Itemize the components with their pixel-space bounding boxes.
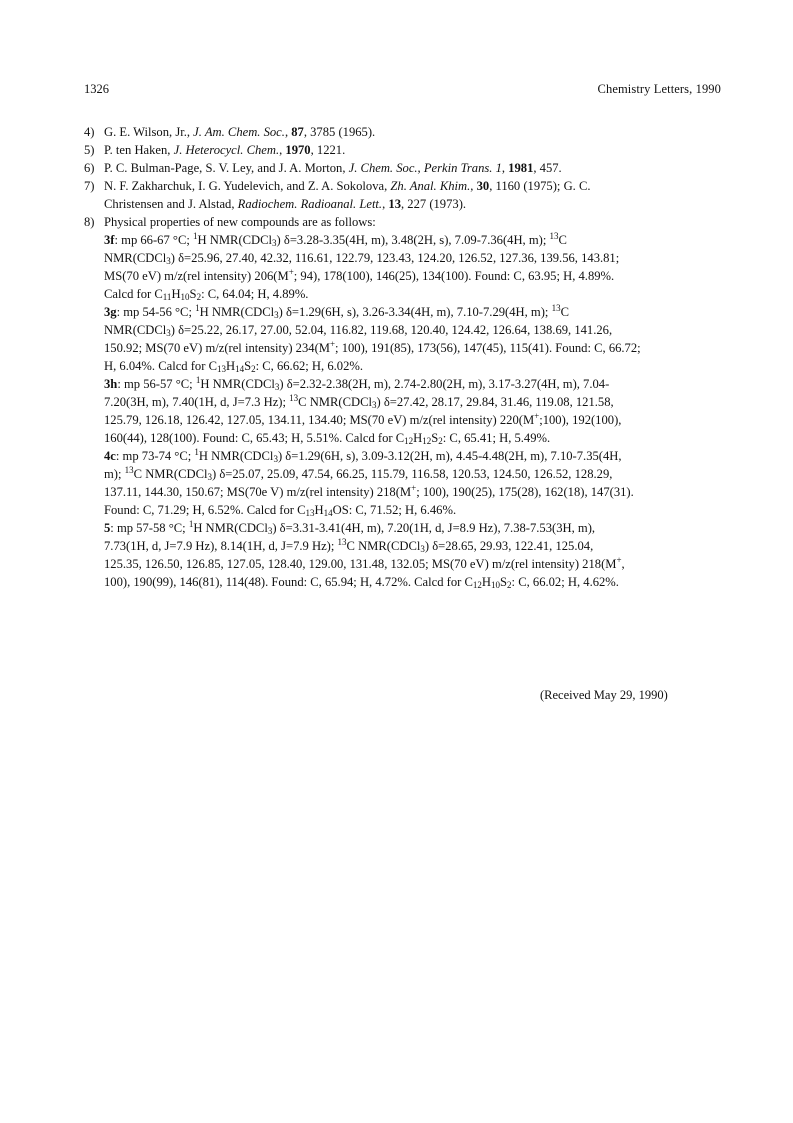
reference-line: 3g: mp 54-56 °C; $^1$H NMR(CDCl$_3$) δ=1.29(6H, s), 3.26-3.34(4H, m), 7.10-7.29(4H, m); $^{13}$C <box>104 303 569 320</box>
reference-line: MS(70 eV) m/z(rel intensity) 206(M+; 94), 178(100), 146(25), 134(100). Found: C, 63.95; H, 4.89%. <box>104 267 615 283</box>
received-date: (Received May 29, 1990) <box>540 688 668 702</box>
reference-line: 125.79, 126.18, 126.42, 127.05, 134.11, 134.40; MS(70 eV) m/z(rel intensity) 220(M+;100), 192(100), <box>104 411 622 427</box>
reference-line: N. F. Zakharchuk, I. G. Yudelevich, and Z. A. Sokolova, Zh. Anal. Khim., 30, 1160 (1975); G. C. <box>104 179 591 193</box>
reference-line: Calcd for $C_{11}H_{10}S_2$: C, 64.04; H, 4.89%. <box>104 287 309 302</box>
reference-line: 100), 190(99), 146(81), 114(48). Found: C, 65.94; H, 4.72%. Calcd for $C_{12}H_{10}S_2$: C, 66.02; H, 4.62%. <box>104 575 619 590</box>
reference-line: Physical properties of new compounds are as follows: <box>104 215 376 229</box>
reference-line: 150.92; MS(70 eV) m/z(rel intensity) 234(M+; 100), 191(85), 173(56), 147(45), 115(41). Found: C, 66.72; <box>104 339 641 355</box>
reference-line: P. ten Haken, J. Heterocycl. Chem., 1970, 1221. <box>104 143 346 157</box>
reference-line: NMR(CDCl$_3$) δ=25.96, 27.40, 42.32, 116.61, 122.79, 123.43, 124.20, 126.52, 127.36, 139.56, 143.81; <box>104 251 620 266</box>
reference-line: Christensen and J. Alstad, Radiochem. Radioanal. Lett., 13, 227 (1973). <box>104 197 467 211</box>
reference-line: 7.73(1H, d, J=7.9 Hz), 8.14(1H, d, J=7.9 Hz); $^{13}$C NMR(CDCl$_3$) δ=28.65, 29.93, 122.41, 125.04, <box>104 537 594 554</box>
reference-line: 3h: mp 56-57 °C; $^1$H NMR(CDCl$_3$) δ=2.32-2.38(2H, m), 2.74-2.80(2H, m), 3.17-3.27(4H, m), 7.04- <box>104 375 610 392</box>
reference-item <box>84 141 724 159</box>
reference-line: 5: mp 57-58 °C; $^1$H NMR(CDCl$_3$) δ=3.31-3.41(4H, m), 7.20(1H, d, J=8.9 Hz), 7.38-7.53(3H, m), <box>104 519 596 536</box>
reference-item <box>84 177 724 213</box>
reference-number: 4) <box>84 125 95 139</box>
reference-line: 160(44), 128(100). Found: C, 65.43; H, 5.51%. Calcd for $C_{12}H_{12}S_2$: C, 65.41; H, 5.49%. <box>104 431 551 446</box>
page-header <box>84 82 721 98</box>
reference-line: H, 6.04%. Calcd for $C_{13}H_{14}S_2$: C, 66.62; H, 6.02%. <box>104 359 364 374</box>
reference-line: NMR(CDCl$_3$) δ=25.22, 26.17, 27.00, 52.04, 116.82, 119.68, 120.40, 124.42, 126.64, 138.69, 141.26, <box>104 323 613 338</box>
reference-line: 125.35, 126.50, 126.85, 127.05, 128.40, 129.00, 131.48, 132.05; MS(70 eV) m/z(rel intensity) 218(M+, <box>104 555 625 571</box>
reference-line: 137.11, 144.30, 150.67; MS(70e V) m/z(rel intensity) 218(M+; 100), 190(25), 175(28), 162(18), 147(31). <box>104 483 634 499</box>
reference-line: 3f: mp 66-67 °C; $^1$H NMR(CDCl$_3$) δ=3.28-3.35(4H, m), 3.48(2H, s), 7.09-7.36(4H, m); $^{13}$C <box>104 231 567 248</box>
reference-line: P. C. Bulman-Page, S. V. Ley, and J. A. Morton, J. Chem. Soc., Perkin Trans. 1, 1981, 457. <box>104 161 562 175</box>
reference-line: 4c: mp 73-74 °C; $^1$H NMR(CDCl$_3$) δ=1.29(6H, s), 3.09-3.12(2H, m), 4.45-4.48(2H, m), 7.10-7.35(4H, <box>104 447 622 464</box>
reference-number: 5) <box>84 143 95 157</box>
reference-number: 7) <box>84 179 95 193</box>
reference-line: m); $^{13}$C NMR(CDCl$_3$) δ=25.07, 25.09, 47.54, 66.25, 115.79, 116.58, 120.53, 124.50, 126.52, 128.29, <box>104 465 613 482</box>
page-number: 1326 <box>84 82 109 96</box>
reference-line: 7.20(3H, m), 7.40(1H, d, J=7.3 Hz); $^{13}$C NMR(CDCl$_3$) δ=27.42, 28.17, 29.84, 31.46, 119.08, 121.58, <box>104 393 614 410</box>
reference-item <box>84 213 724 591</box>
reference-number: 8) <box>84 215 95 229</box>
journal-name: Chemistry Letters, 1990 <box>597 82 721 96</box>
references-list <box>84 123 724 591</box>
reference-line: Found: C, 71.29; H, 6.52%. Calcd for $C_{13}H_{14}OS$: C, 71.52; H, 6.46%. <box>104 503 457 518</box>
reference-number: 6) <box>84 161 95 175</box>
reference-item <box>84 123 724 141</box>
reference-line: G. E. Wilson, Jr., J. Am. Chem. Soc., 87, 3785 (1965). <box>104 125 376 139</box>
reference-item <box>84 159 724 177</box>
